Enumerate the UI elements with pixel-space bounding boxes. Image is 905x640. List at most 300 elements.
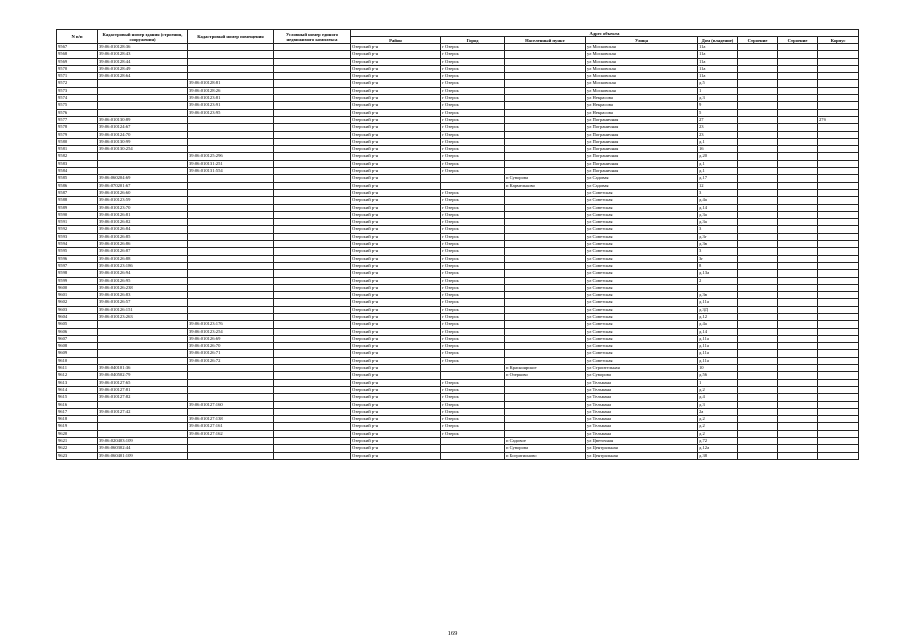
cell-district: Озерский р-н xyxy=(351,270,441,277)
cell-district: Озерский р-н xyxy=(351,65,441,72)
cell-district: Озерский р-н xyxy=(351,365,441,372)
table-row xyxy=(57,292,859,299)
cell-korpus xyxy=(738,365,778,372)
cell-building xyxy=(778,219,818,226)
cell-complex-number xyxy=(274,394,351,401)
cell-street: ул Садовая xyxy=(586,182,698,189)
cell-room-cadastral xyxy=(188,452,274,459)
cell-korpus xyxy=(738,197,778,204)
cell-num: 9613 xyxy=(57,379,98,386)
cell-house: д.56 xyxy=(698,372,738,379)
cell-house: 3 xyxy=(698,189,738,196)
cell-complex-number xyxy=(274,131,351,138)
cell-room-cadastral: 39:06:010127:162 xyxy=(188,430,274,437)
cell-building-cadastral xyxy=(98,153,188,160)
cell-city: г Озерск xyxy=(441,255,505,262)
cell-city: г Озерск xyxy=(441,109,505,116)
cell-num: 9589 xyxy=(57,204,98,211)
cell-num: 9595 xyxy=(57,248,98,255)
cell-locality: п Богратионово xyxy=(505,452,586,459)
cell-complex-number xyxy=(274,44,351,51)
cell-complex-number xyxy=(274,401,351,408)
cell-street: ул Советская xyxy=(586,306,698,313)
cell-complex-number xyxy=(274,372,351,379)
cell-street: ул Советская xyxy=(586,299,698,306)
table-row xyxy=(57,328,859,335)
cell-building-cadastral xyxy=(98,343,188,350)
cell-korpus xyxy=(738,65,778,72)
cell-city: г Озерск xyxy=(441,430,505,437)
cell-room-cadastral xyxy=(188,255,274,262)
cell-room-cadastral xyxy=(188,365,274,372)
cell-city: г Озерск xyxy=(441,95,505,102)
cell-korpus xyxy=(738,452,778,459)
cell-office xyxy=(818,153,859,160)
cell-office xyxy=(818,350,859,357)
cell-locality xyxy=(505,408,586,415)
cell-korpus xyxy=(738,408,778,415)
cell-building xyxy=(778,343,818,350)
cell-building xyxy=(778,44,818,51)
cell-korpus xyxy=(738,211,778,218)
cell-building-cadastral xyxy=(98,423,188,430)
header-street: Улица xyxy=(586,37,698,44)
cell-num: 9603 xyxy=(57,306,98,313)
table-row xyxy=(57,131,859,138)
table-row xyxy=(57,299,859,306)
cell-complex-number xyxy=(274,248,351,255)
cell-building xyxy=(778,255,818,262)
cell-city: г Озерск xyxy=(441,160,505,167)
cell-street: ул Советская xyxy=(586,328,698,335)
table-row xyxy=(57,58,859,65)
cell-locality xyxy=(505,160,586,167)
cell-house: д.17 xyxy=(698,175,738,182)
cell-room-cadastral xyxy=(188,73,274,80)
cell-district: Озерский р-н xyxy=(351,416,441,423)
cell-office xyxy=(818,102,859,109)
table-row xyxy=(57,401,859,408)
cell-complex-number xyxy=(274,102,351,109)
cell-city: г Озерск xyxy=(441,116,505,123)
cell-city: г Озерск xyxy=(441,292,505,299)
cell-room-cadastral xyxy=(188,197,274,204)
cell-korpus xyxy=(738,328,778,335)
cell-building xyxy=(778,58,818,65)
cell-street: ул Советская xyxy=(586,277,698,284)
cell-korpus xyxy=(738,95,778,102)
cell-house: д.3 xyxy=(698,95,738,102)
cell-korpus xyxy=(738,350,778,357)
cell-district: Озерский р-н xyxy=(351,306,441,313)
cell-building xyxy=(778,138,818,145)
cell-room-cadastral xyxy=(188,306,274,313)
cell-locality xyxy=(505,233,586,240)
cell-locality xyxy=(505,241,586,248)
cell-num: 9572 xyxy=(57,80,98,87)
cell-office xyxy=(818,248,859,255)
cell-complex-number xyxy=(274,87,351,94)
cell-office xyxy=(818,408,859,415)
table-row xyxy=(57,416,859,423)
cell-city: г Озерск xyxy=(441,51,505,58)
cell-office xyxy=(818,284,859,291)
cell-district: Озерский р-н xyxy=(351,452,441,459)
cell-num: 9590 xyxy=(57,211,98,218)
cell-city: г Озерск xyxy=(441,65,505,72)
cell-building xyxy=(778,262,818,269)
cell-locality: п Кармельково xyxy=(505,182,586,189)
cell-building-cadastral: 39:06:060302:44 xyxy=(98,445,188,452)
header-office: Корпус xyxy=(818,37,859,44)
cell-city: г Озерск xyxy=(441,153,505,160)
cell-locality xyxy=(505,80,586,87)
cell-house xyxy=(698,284,738,291)
cell-korpus xyxy=(738,255,778,262)
cell-street: ул Советская xyxy=(586,233,698,240)
cell-room-cadastral xyxy=(188,51,274,58)
cell-city: г Озерск xyxy=(441,306,505,313)
cell-city: г Озерск xyxy=(441,262,505,269)
cell-complex-number xyxy=(274,262,351,269)
cell-korpus xyxy=(738,248,778,255)
cell-complex-number xyxy=(274,328,351,335)
cell-num: 9584 xyxy=(57,168,98,175)
cell-house: 23 xyxy=(698,124,738,131)
cell-korpus xyxy=(738,335,778,342)
cell-locality xyxy=(505,124,586,131)
cell-korpus xyxy=(738,262,778,269)
cell-building xyxy=(778,233,818,240)
cell-district: Озерский р-н xyxy=(351,372,441,379)
cell-korpus xyxy=(738,401,778,408)
cell-house: 10 xyxy=(698,365,738,372)
cell-complex-number xyxy=(274,58,351,65)
cell-room-cadastral xyxy=(188,182,274,189)
table-row xyxy=(57,182,859,189)
cell-street: ул Тельмана xyxy=(586,386,698,393)
cell-house: д.1 xyxy=(698,160,738,167)
cell-locality xyxy=(505,328,586,335)
table-row xyxy=(57,226,859,233)
cell-num: 9568 xyxy=(57,51,98,58)
cell-complex-number xyxy=(274,73,351,80)
cell-building-cadastral xyxy=(98,102,188,109)
cell-house: д.2 xyxy=(698,423,738,430)
cell-building-cadastral xyxy=(98,321,188,328)
cell-office xyxy=(818,44,859,51)
table-row xyxy=(57,277,859,284)
cell-room-cadastral: 39:06:010123:91 xyxy=(188,102,274,109)
cell-room-cadastral xyxy=(188,124,274,131)
cell-complex-number xyxy=(274,211,351,218)
cell-district: Озерский р-н xyxy=(351,357,441,364)
cell-locality xyxy=(505,116,586,123)
cell-korpus xyxy=(738,270,778,277)
cell-room-cadastral xyxy=(188,204,274,211)
cell-building-cadastral: 39:06:010126:83 xyxy=(98,292,188,299)
cell-locality: п Красноярское xyxy=(505,365,586,372)
cell-locality xyxy=(505,313,586,320)
cell-complex-number xyxy=(274,416,351,423)
cell-locality xyxy=(505,58,586,65)
cell-district: Озерский р-н xyxy=(351,153,441,160)
cell-complex-number xyxy=(274,95,351,102)
cell-building xyxy=(778,365,818,372)
cell-complex-number xyxy=(274,204,351,211)
cell-korpus xyxy=(738,182,778,189)
table-row xyxy=(57,233,859,240)
cell-room-cadastral xyxy=(188,44,274,51)
cell-room-cadastral: 39:06:010126:69 xyxy=(188,335,274,342)
cell-num: 9619 xyxy=(57,423,98,430)
cell-house: д.38 xyxy=(698,452,738,459)
cell-korpus xyxy=(738,51,778,58)
cell-building-cadastral: 39:06:040101:36 xyxy=(98,365,188,372)
cell-korpus xyxy=(738,306,778,313)
cell-num: 9605 xyxy=(57,321,98,328)
cell-district: Озерский р-н xyxy=(351,189,441,196)
cell-locality xyxy=(505,416,586,423)
cell-street: ул Советская xyxy=(586,226,698,233)
cell-office xyxy=(818,182,859,189)
cell-city: г Озерск xyxy=(441,284,505,291)
cell-district: Озерский р-н xyxy=(351,241,441,248)
cell-num: 9608 xyxy=(57,343,98,350)
cell-office xyxy=(818,343,859,350)
table-row xyxy=(57,284,859,291)
cell-house: 8 xyxy=(698,262,738,269)
table-row xyxy=(57,248,859,255)
cell-korpus xyxy=(738,277,778,284)
cell-building xyxy=(778,386,818,393)
cell-korpus xyxy=(738,299,778,306)
cell-num: 9585 xyxy=(57,175,98,182)
cell-house: д.11а xyxy=(698,343,738,350)
cell-house: д.3а xyxy=(698,211,738,218)
cell-building xyxy=(778,313,818,320)
cell-locality xyxy=(505,321,586,328)
cell-building xyxy=(778,372,818,379)
cell-locality xyxy=(505,394,586,401)
cell-korpus xyxy=(738,343,778,350)
cell-city: г Озерск xyxy=(441,146,505,153)
cell-building-cadastral xyxy=(98,401,188,408)
table-row xyxy=(57,241,859,248)
header-num: N п/п xyxy=(57,30,98,44)
cell-korpus xyxy=(738,233,778,240)
table-row xyxy=(57,350,859,357)
cell-office xyxy=(818,109,859,116)
cell-office xyxy=(818,51,859,58)
cell-city: г Озерск xyxy=(441,204,505,211)
cell-district: Озерский р-н xyxy=(351,321,441,328)
cell-office xyxy=(818,160,859,167)
cell-street: ул Советская xyxy=(586,270,698,277)
cell-house: 12 xyxy=(698,182,738,189)
cell-room-cadastral xyxy=(188,233,274,240)
cell-korpus xyxy=(738,226,778,233)
cell-locality xyxy=(505,219,586,226)
cell-city: г Озерск xyxy=(441,386,505,393)
cell-complex-number xyxy=(274,299,351,306)
cell-district: Озерский р-н xyxy=(351,168,441,175)
cell-building-cadastral: 39:06:010123:186 xyxy=(98,262,188,269)
cell-city: г Озерск xyxy=(441,277,505,284)
cell-office xyxy=(818,321,859,328)
cell-building xyxy=(778,401,818,408)
cell-district: Озерский р-н xyxy=(351,335,441,342)
cell-room-cadastral: 39:06:010126:72 xyxy=(188,357,274,364)
cell-building xyxy=(778,438,818,445)
cell-street: ул Пограничная xyxy=(586,168,698,175)
cell-building xyxy=(778,452,818,459)
cell-num: 9591 xyxy=(57,219,98,226)
cell-korpus xyxy=(738,284,778,291)
cell-korpus xyxy=(738,116,778,123)
cell-office xyxy=(818,233,859,240)
cell-complex-number xyxy=(274,138,351,145)
cell-num: 9576 xyxy=(57,109,98,116)
cell-korpus xyxy=(738,445,778,452)
cell-korpus xyxy=(738,73,778,80)
cell-korpus xyxy=(738,160,778,167)
cell-district: Озерский р-н xyxy=(351,423,441,430)
cell-complex-number xyxy=(274,241,351,248)
cell-locality xyxy=(505,204,586,211)
cell-room-cadastral: 39:06:010131:251 xyxy=(188,160,274,167)
cell-office xyxy=(818,386,859,393)
cell-district: Озерский р-н xyxy=(351,262,441,269)
cell-street: ул Советская xyxy=(586,335,698,342)
cell-building xyxy=(778,416,818,423)
cell-locality xyxy=(505,197,586,204)
cell-complex-number xyxy=(274,255,351,262)
cell-street: ул Садовая xyxy=(586,175,698,182)
cell-locality xyxy=(505,284,586,291)
cell-building-cadastral: 39:06:060401:109 xyxy=(98,452,188,459)
table-row xyxy=(57,394,859,401)
cell-district: Озерский р-н xyxy=(351,386,441,393)
cell-street: ул Некрасова xyxy=(586,109,698,116)
cell-room-cadastral xyxy=(188,394,274,401)
cell-complex-number xyxy=(274,365,351,372)
cell-street: ул Советская xyxy=(586,350,698,357)
cell-complex-number xyxy=(274,175,351,182)
cell-street: ул Московская xyxy=(586,58,698,65)
cell-complex-number xyxy=(274,357,351,364)
cell-korpus xyxy=(738,423,778,430)
cell-complex-number xyxy=(274,160,351,167)
cell-street: ул Пограничная xyxy=(586,160,698,167)
cell-house: 11а xyxy=(698,58,738,65)
cell-district: Озерский р-н xyxy=(351,80,441,87)
cell-locality xyxy=(505,51,586,58)
table-row xyxy=(57,270,859,277)
cell-district: Озерский р-н xyxy=(351,277,441,284)
table-row xyxy=(57,73,859,80)
cell-locality xyxy=(505,343,586,350)
cell-house: д.11а xyxy=(698,350,738,357)
header-building: Строение xyxy=(778,37,818,44)
cell-building-cadastral xyxy=(98,350,188,357)
cell-korpus xyxy=(738,138,778,145)
cell-complex-number xyxy=(274,292,351,299)
cell-complex-number xyxy=(274,321,351,328)
cell-complex-number xyxy=(274,233,351,240)
cell-locality xyxy=(505,430,586,437)
table-row xyxy=(57,262,859,269)
cell-building-cadastral xyxy=(98,109,188,116)
table-row xyxy=(57,255,859,262)
cell-building xyxy=(778,124,818,131)
cell-city xyxy=(441,175,505,182)
cell-building-cadastral: 39:06:010126:60 xyxy=(98,189,188,196)
cell-building-cadastral: 39:06:010128:43 xyxy=(98,51,188,58)
table-row xyxy=(57,335,859,342)
cell-building xyxy=(778,321,818,328)
table-row xyxy=(57,138,859,145)
cell-room-cadastral: 39:06:010127:138 xyxy=(188,416,274,423)
cell-office xyxy=(818,357,859,364)
table-row xyxy=(57,116,859,123)
cell-office xyxy=(818,219,859,226)
cell-house: 16 xyxy=(698,146,738,153)
table-row xyxy=(57,168,859,175)
cell-house: д.3а xyxy=(698,219,738,226)
cell-complex-number xyxy=(274,124,351,131)
cell-num: 9601 xyxy=(57,292,98,299)
cell-building-cadastral xyxy=(98,95,188,102)
cell-street: ул Московская xyxy=(586,80,698,87)
cell-house: д.12 xyxy=(698,313,738,320)
cell-house: 3 xyxy=(698,226,738,233)
cell-complex-number xyxy=(274,313,351,320)
cell-building-cadastral: 39:06:010126:87 xyxy=(98,248,188,255)
table-row xyxy=(57,386,859,393)
cell-office xyxy=(818,452,859,459)
cell-street: ул Советская xyxy=(586,255,698,262)
cell-room-cadastral xyxy=(188,65,274,72)
cell-office xyxy=(818,58,859,65)
cell-district: Озерский р-н xyxy=(351,394,441,401)
cell-building-cadastral: 39:06:010128:49 xyxy=(98,65,188,72)
cell-building-cadastral: 39:06:010130:254 xyxy=(98,146,188,153)
cell-house: д.5 xyxy=(698,80,738,87)
cell-city xyxy=(441,372,505,379)
header-room-cadastral: Кадастровый номер помещения xyxy=(188,30,274,44)
cell-building-cadastral: 39:06:020403:109 xyxy=(98,438,188,445)
cell-room-cadastral xyxy=(188,138,274,145)
cell-building-cadastral xyxy=(98,335,188,342)
cell-street: ул Советская xyxy=(586,292,698,299)
cell-district: Озерский р-н xyxy=(351,44,441,51)
cell-district: Озерский р-н xyxy=(351,138,441,145)
cell-complex-number xyxy=(274,438,351,445)
cell-building-cadastral: 39:06:010126:81 xyxy=(98,211,188,218)
cell-office xyxy=(818,299,859,306)
cell-city: г Озерск xyxy=(441,189,505,196)
cell-building-cadastral: 39:06:010123:70 xyxy=(98,204,188,211)
cell-complex-number xyxy=(274,226,351,233)
cell-building xyxy=(778,408,818,415)
cell-house: д.1 xyxy=(698,168,738,175)
cell-building xyxy=(778,211,818,218)
cell-korpus xyxy=(738,175,778,182)
cell-num: 9579 xyxy=(57,131,98,138)
cell-complex-number xyxy=(274,197,351,204)
cell-house: д.2 xyxy=(698,430,738,437)
